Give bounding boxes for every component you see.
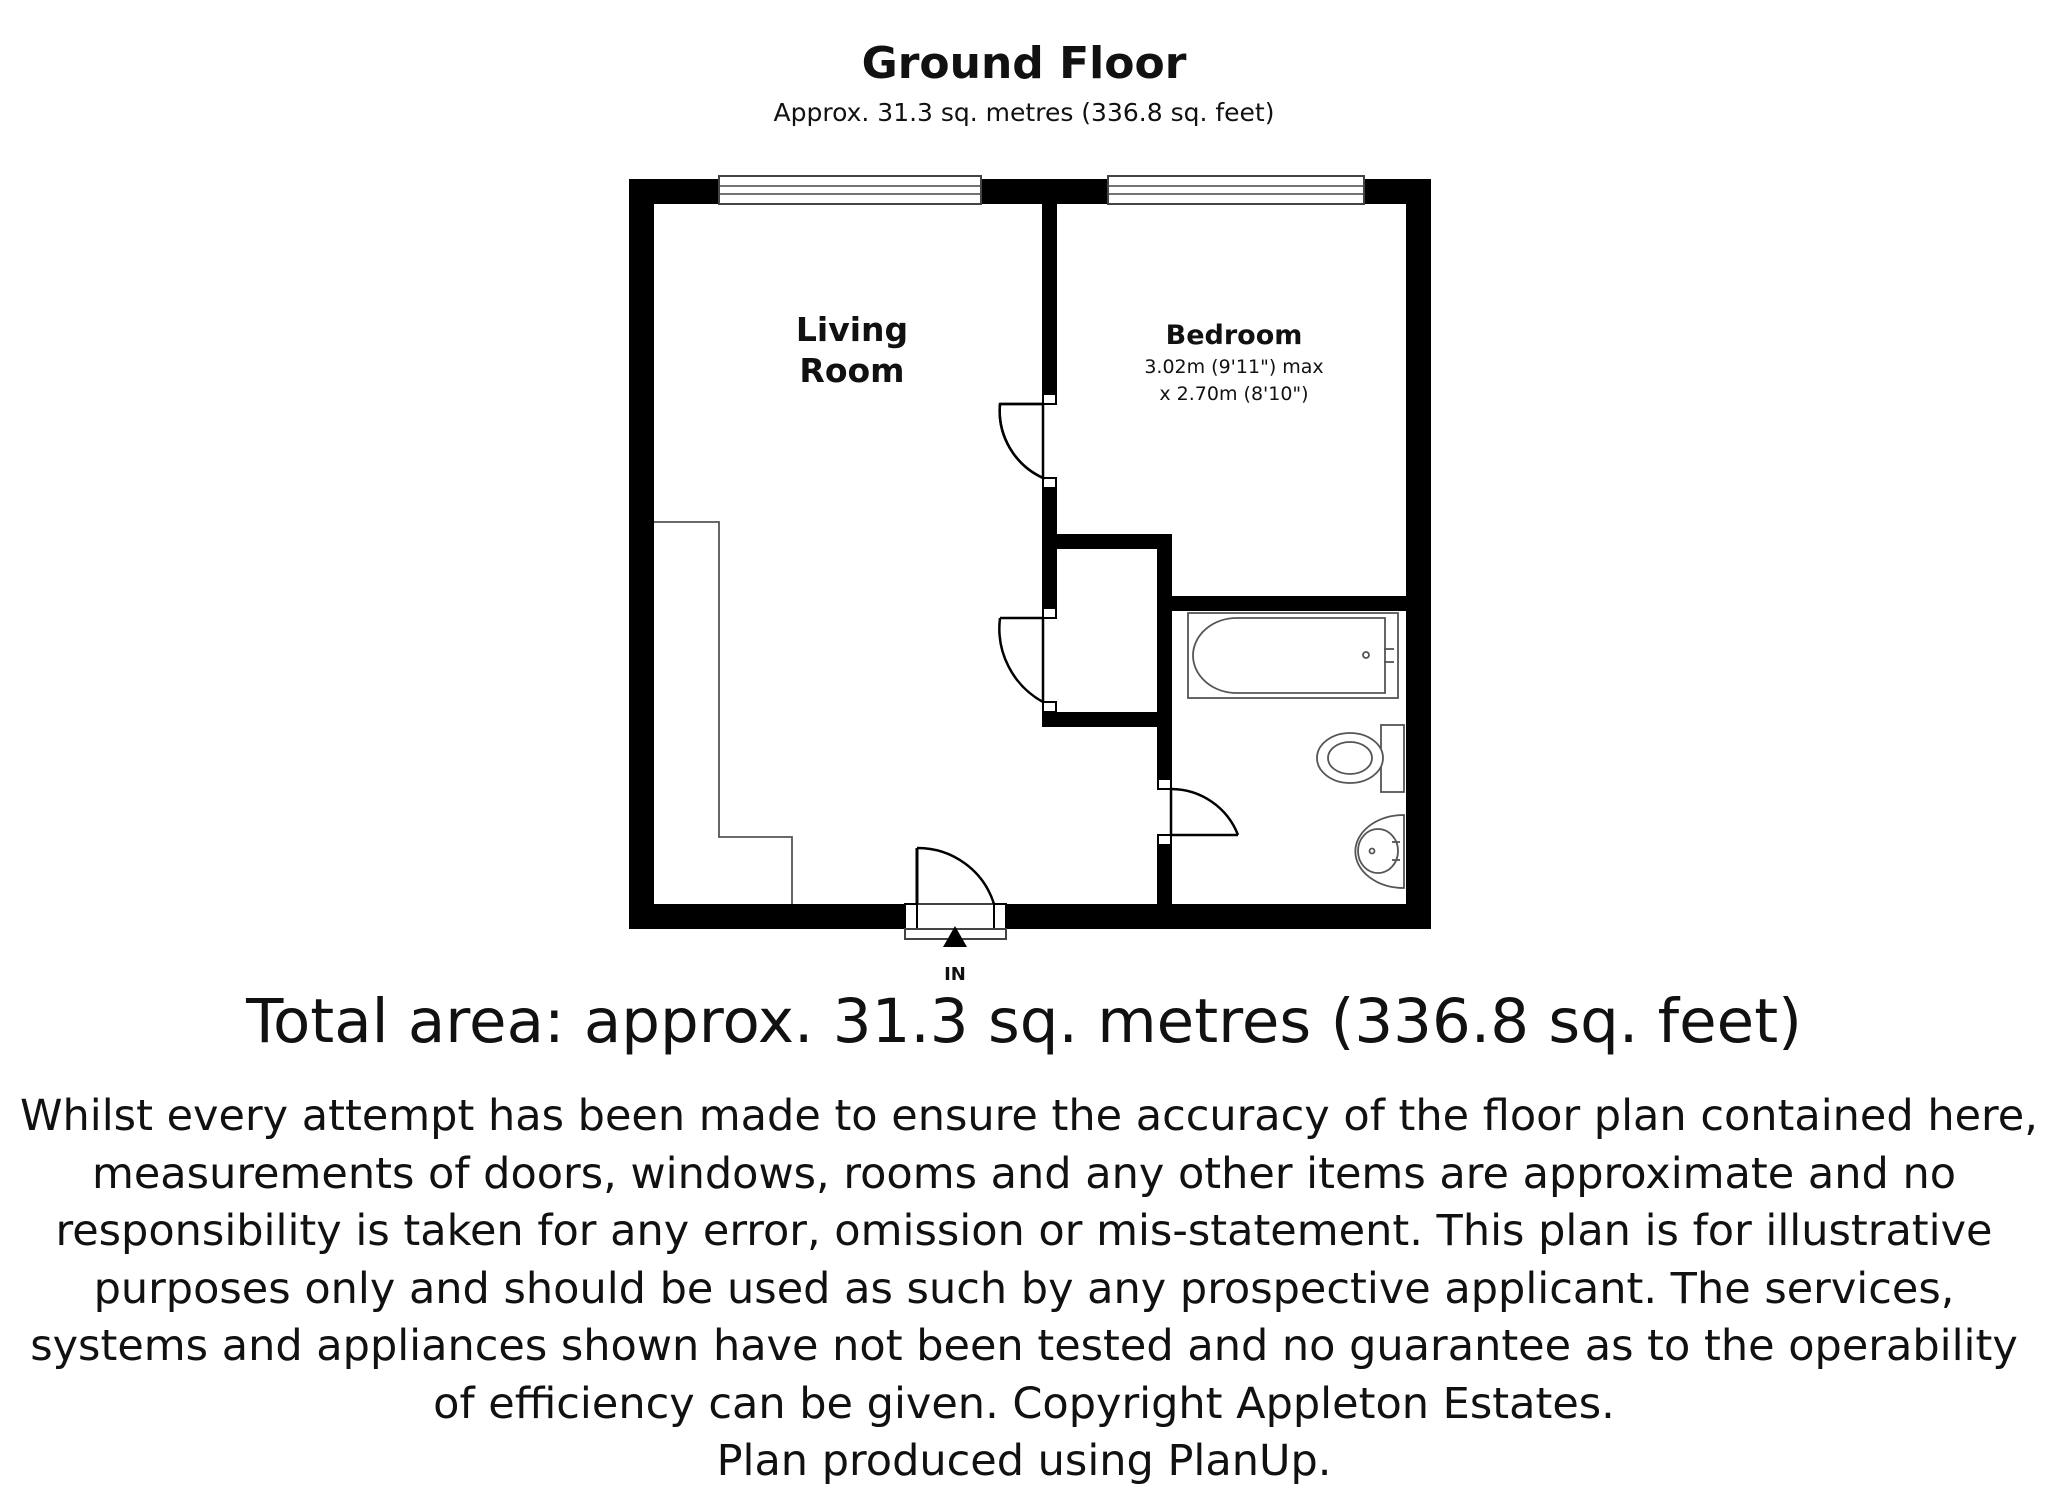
bedroom-dimension-2: x 2.70m (8'10") <box>1159 383 1309 405</box>
disclaimer-line: measurements of doors, windows, rooms and any other items are approximate and no <box>91 1148 1957 1199</box>
wall-bottom-left <box>629 904 905 929</box>
wall-cupboard-right <box>1157 534 1172 779</box>
basin-icon <box>1355 815 1404 888</box>
door-bathroom <box>1171 789 1238 835</box>
bathtub-icon <box>1188 613 1398 698</box>
wall-cupboard-top <box>1042 534 1172 549</box>
disclaimer-line: responsibility is taken for any error, omission or mis-statement. This plan is for illustrative <box>55 1206 1993 1256</box>
disclaimer <box>20 1088 2038 1491</box>
bedroom-label: Bedroom <box>1165 320 1303 351</box>
disclaimer-line: Whilst every attempt has been made to ensure the accuracy of the floor plan contained here, <box>20 1091 2038 1141</box>
disclaimer-line: systems and appliances shown have not been tested and no guarantee as to the operability <box>30 1321 2018 1371</box>
door-entrance <box>905 848 1006 939</box>
wall-bathroom-left-lower <box>1157 845 1172 904</box>
wall-partition-upper <box>1042 204 1057 394</box>
wall-bottom-right <box>1006 904 1431 929</box>
wall-bathroom-top <box>1157 596 1406 611</box>
floor-title: Ground Floor <box>861 38 1187 89</box>
disclaimer-line: of efficiency can be given. Copyright Appleton Estates. <box>433 1378 1615 1429</box>
window-bedroom <box>1108 176 1364 204</box>
disclaimer-line: Plan produced using PlanUp. <box>716 1436 1332 1486</box>
kitchen-counter <box>654 522 792 904</box>
toilet-icon <box>1317 725 1404 792</box>
living-room-label-line1: Living <box>795 310 909 349</box>
floor-area-subtitle: Approx. 31.3 sq. metres (336.8 sq. feet) <box>773 98 1275 127</box>
window-living-room <box>719 176 981 204</box>
wall-right <box>1406 179 1431 929</box>
wall-cupboard-bottom <box>1042 712 1172 727</box>
bedroom-dimension-1: 3.02m (9'11") max <box>1144 356 1324 378</box>
wall-left <box>629 179 654 929</box>
door-cupboard <box>999 618 1043 702</box>
outer-walls <box>629 179 1431 929</box>
entrance-label: IN <box>944 964 966 985</box>
disclaimer-line: purposes only and should be used as such by any prospective applicant. The services, <box>93 1263 1955 1314</box>
living-room-label-line2: Room <box>799 351 905 390</box>
door-bedroom <box>1000 404 1043 478</box>
total-area: Total area: approx. 31.3 sq. metres (336.8 sq. feet) <box>246 986 1802 1057</box>
interior-walls <box>1042 204 1406 904</box>
